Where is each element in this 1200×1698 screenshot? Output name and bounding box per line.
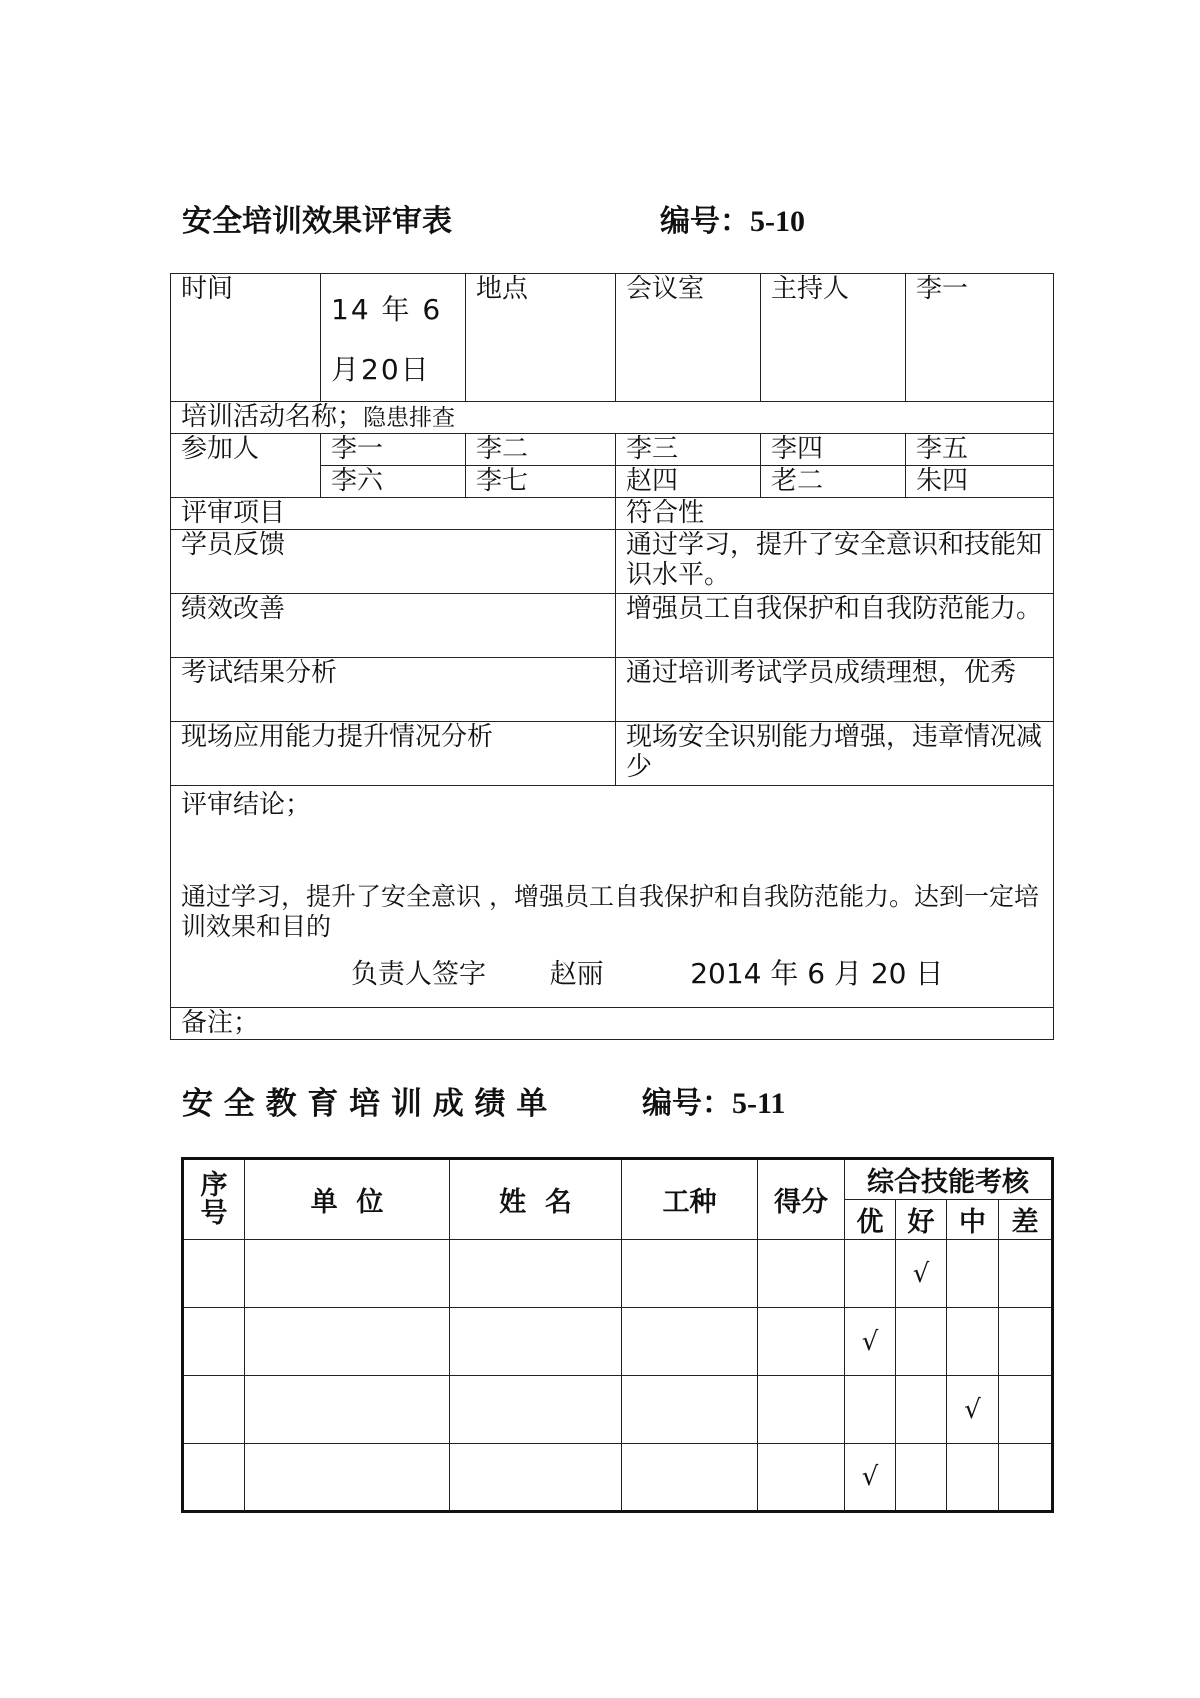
check-mark: √ <box>964 1394 981 1425</box>
grade-cell-medium <box>947 1308 999 1376</box>
grade-header-medium: 中 <box>947 1200 999 1240</box>
item-name: 绩效改善 <box>171 594 616 658</box>
score-cell <box>758 1444 845 1512</box>
grade-cell-medium <box>947 1376 999 1444</box>
check-mark: √ <box>861 1326 879 1357</box>
name-cell <box>450 1240 622 1308</box>
review-code-label: 编号： <box>660 204 750 239</box>
score-row <box>183 1240 1053 1308</box>
activity-row <box>171 402 1054 434</box>
seq-cell <box>183 1240 245 1308</box>
grade-cell-excellent <box>845 1308 896 1376</box>
seq-cell <box>183 1444 245 1512</box>
item-name: 现场应用能力提升情况分析 <box>171 722 616 786</box>
time-label: 时间 <box>171 274 321 402</box>
host-value: 李一 <box>906 274 1054 402</box>
name-cell <box>450 1376 622 1444</box>
participant: 李四 <box>761 434 906 466</box>
participant: 李三 <box>616 434 761 466</box>
seq-cell <box>183 1376 245 1444</box>
name-cell <box>450 1444 622 1512</box>
grade-cell-excellent <box>845 1240 896 1308</box>
item-value: 通过培训考试学员成绩理想，优秀 <box>616 658 1054 722</box>
grade-cell-poor <box>999 1240 1053 1308</box>
job-cell <box>622 1240 758 1308</box>
sign-date: 2014 年 6 月 20 日 <box>690 957 944 990</box>
participant: 李五 <box>906 434 1054 466</box>
place-value: 会议室 <box>616 274 761 402</box>
grade-cell-poor <box>999 1444 1053 1512</box>
job-cell <box>622 1308 758 1376</box>
job-header: 工种 <box>622 1159 758 1240</box>
participants-label: 参加人 <box>171 434 321 498</box>
remark-cell: 备注； <box>171 1008 1054 1040</box>
name-cell <box>450 1308 622 1376</box>
review-title: 安全培训效果评审表 <box>182 204 452 239</box>
name-header: 姓 名 <box>450 1159 622 1240</box>
scores-code <box>642 1078 785 1122</box>
sign-label: 负责人签字 <box>351 959 486 990</box>
participant: 李一 <box>321 434 466 466</box>
grade-cell-good <box>896 1308 947 1376</box>
score-row <box>183 1376 1053 1444</box>
job-cell <box>622 1444 758 1512</box>
host-label: 主持人 <box>761 274 906 402</box>
item-value: 现场安全识别能力增强，违章情况减少 <box>616 722 1054 786</box>
score-cell <box>758 1240 845 1308</box>
participant: 李二 <box>466 434 616 466</box>
grade-cell-medium <box>947 1240 999 1308</box>
time-value <box>321 274 466 402</box>
grade-header-excellent: 优 <box>845 1200 896 1240</box>
scores-code-label: 编号： <box>642 1086 732 1121</box>
unit-cell <box>245 1444 450 1512</box>
unit-cell <box>245 1308 450 1376</box>
item-name: 考试结果分析 <box>171 658 616 722</box>
participant: 赵四 <box>616 466 761 498</box>
grade-cell-good <box>896 1240 947 1308</box>
item-value: 增强员工自我保护和自我防范能力。 <box>616 594 1054 658</box>
activity-label: 培训活动名称； <box>181 402 364 432</box>
time-value-line1: 14 年 6 <box>331 293 443 326</box>
score-cell <box>758 1308 845 1376</box>
score-cell <box>758 1376 845 1444</box>
grade-cell-excellent <box>845 1376 896 1444</box>
grade-cell-excellent <box>845 1444 896 1512</box>
participant: 老二 <box>761 466 906 498</box>
score-row <box>183 1308 1053 1376</box>
item-name: 学员反馈 <box>171 530 616 594</box>
grade-cell-good <box>896 1376 947 1444</box>
grade-cell-poor <box>999 1308 1053 1376</box>
time-value-line2: 月20日 <box>331 353 431 386</box>
sign-name: 赵丽 <box>549 959 604 990</box>
seq-cell <box>183 1308 245 1376</box>
item-value: 通过学习，提升了安全意识和技能知识水平。 <box>616 530 1054 594</box>
participant: 朱四 <box>906 466 1054 498</box>
conclusion-label: 评审结论； <box>181 790 312 820</box>
conclusion-cell <box>171 786 1054 1008</box>
participant: 李六 <box>321 466 466 498</box>
unit-cell <box>245 1376 450 1444</box>
grade-cell-medium <box>947 1444 999 1512</box>
score-row <box>183 1444 1053 1512</box>
unit-header: 单 位 <box>245 1159 450 1240</box>
seq-header: 序号 <box>183 1159 245 1240</box>
conclusion-text: 通过学习，提升了安全意识 ，增强员工自我保护和自我防范能力。达到一定培训效果和目的 <box>181 882 1039 941</box>
grade-header-good: 好 <box>896 1200 947 1240</box>
job-cell <box>622 1376 758 1444</box>
grade-header-poor: 差 <box>999 1200 1053 1240</box>
participant: 李七 <box>466 466 616 498</box>
skill-header: 综合技能考核 <box>845 1159 1053 1200</box>
review-code-value: 5-10 <box>750 205 805 238</box>
score-header: 得分 <box>758 1159 845 1240</box>
unit-cell <box>245 1240 450 1308</box>
check-mark: √ <box>861 1462 879 1492</box>
activity-value: 隐患排查 <box>363 405 456 431</box>
scores-code-value: 5-11 <box>732 1087 786 1120</box>
signature-line <box>181 950 1043 999</box>
review-table <box>170 273 1054 1040</box>
review-code <box>660 196 805 240</box>
scores-title: 安 全 教 育 培 训 成 绩 单 <box>182 1086 548 1122</box>
score-table <box>181 1157 1054 1513</box>
place-label: 地点 <box>466 274 616 402</box>
grade-cell-good <box>896 1444 947 1512</box>
grade-cell-poor <box>999 1376 1053 1444</box>
compliance-header: 符合性 <box>616 498 1054 530</box>
check-mark: √ <box>912 1258 930 1289</box>
item-header: 评审项目 <box>171 498 616 530</box>
